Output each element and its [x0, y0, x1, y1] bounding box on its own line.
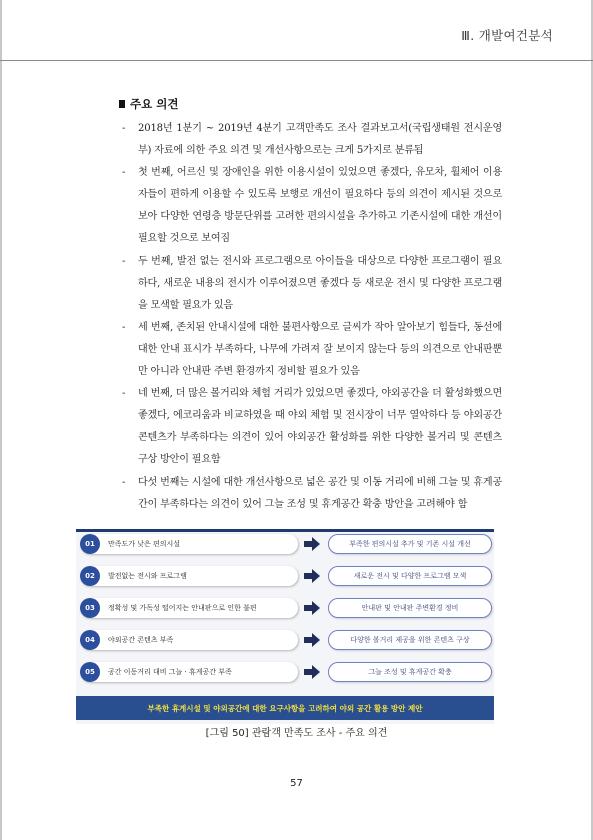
- right-arrow-icon: [304, 665, 320, 679]
- diagram-top-rule: [76, 529, 494, 532]
- number-badge: 02: [80, 566, 100, 586]
- diagram-row: [76, 630, 494, 652]
- solution-pill: 새로운 전시 및 다양한 프로그램 모색: [328, 566, 492, 586]
- issue-label: 야외공간 콘텐츠 부족: [108, 636, 174, 644]
- chapter-title: Ⅲ. 개발여건분석: [461, 28, 553, 43]
- issue-pill: [80, 534, 298, 554]
- issue-pill: [80, 662, 298, 682]
- paragraph: [122, 118, 502, 162]
- diagram-row: [76, 566, 494, 588]
- issue-pill: [80, 630, 298, 650]
- dash-bullet: -: [122, 321, 126, 333]
- solution-pill: 안내판 및 안내판 주변환경 정비: [328, 598, 492, 618]
- opinion-diagram: [76, 529, 494, 724]
- paragraph: [122, 383, 502, 471]
- page-header: [0, 0, 593, 61]
- body-text: [122, 118, 502, 516]
- issue-label: 공간 이동거리 대비 그늘 · 휴게공간 부족: [108, 668, 232, 676]
- paragraph-text: 세 번째, 존치된 안내시설에 대한 불편사항으로 글씨가 작아 알아보기 힘들다, 동선에 대한 안내 표시가 부족하다, 나무에 가려져 잘 보이지 않는다 등의 의견으로 안내판뿐만 아니라 안내판 주변 환경까지 정비할 필요가 있음: [138, 321, 502, 378]
- section-heading: [119, 96, 178, 112]
- issue-label: 발전없는 전시와 프로그램: [108, 572, 187, 580]
- issue-label: 정확성 및 가독성 떨어지는 안내판으로 인한 불편: [108, 604, 257, 612]
- paragraph-text: 네 번째, 더 많은 볼거리와 체험 거리가 있었으면 좋겠다, 야외공간을 더 활성화했으면 좋겠다, 에코리움과 비교하였을 때 야외 체험 및 전시장이 너무 열악하다 등 야외공간 콘텐츠가 부족하다는 의견이 있어 야외공간 활성화를 위한 다양한 볼거리 및 콘텐츠 구상 방안이 필요함: [138, 388, 502, 466]
- page-number: 57: [290, 778, 303, 789]
- page-frame-left: [0, 0, 2, 840]
- paragraph-text: 2018년 1분기 ~ 2019년 4분기 고객만족도 조사 결과보고서(국립생태원 전시운영부) 자료에 의한 주요 의견 및 개선사항으로는 크게 5가지로 분류됨: [138, 123, 502, 157]
- issue-pill: [80, 598, 298, 618]
- dash-bullet: -: [122, 388, 126, 400]
- number-badge: 05: [80, 662, 100, 682]
- paragraph-text: 두 번째, 발전 없는 전시와 프로그램으로 아이들을 대상으로 다양한 프로그램이 필요하다, 새로운 내용의 전시가 이루어졌으면 좋겠다 등 새로운 전시 및 다양한 프로그램을 모색할 필요가 있음: [138, 255, 502, 311]
- diagram-row: [76, 534, 494, 556]
- figure-caption: [그림 50] 관람객 만족도 조사 - 주요 의견: [205, 728, 388, 739]
- solution-pill: 그늘 조성 및 휴게공간 확충: [328, 662, 492, 682]
- right-arrow-icon: [304, 633, 320, 647]
- dash-bullet: -: [122, 123, 126, 134]
- right-arrow-icon: [304, 537, 320, 551]
- square-bullet-icon: [119, 100, 125, 108]
- dash-bullet: -: [122, 167, 126, 179]
- number-badge: 04: [80, 630, 100, 650]
- paragraph: [122, 251, 502, 317]
- paragraph: [122, 317, 502, 383]
- paragraph-text: 첫 번째, 어르신 및 장애인을 위한 이용시설이 있었으면 좋겠다, 유모차, 휠체어 이용자들이 편하게 이용할 수 있도록 보행로 개선이 필요하다 등의 의견이 제시된 것으로 보아 다양한 연령층 방문단위를 고려한 편의시설을 추가하고 기존시설에 대한 개선이 필요할 것으로 보여짐: [138, 167, 502, 245]
- dash-bullet: -: [122, 476, 126, 488]
- section-title-text: 주요 의견: [130, 97, 179, 111]
- number-badge: 01: [80, 534, 100, 554]
- issue-label: 만족도가 낮은 편의시설: [108, 540, 181, 548]
- dash-bullet: -: [122, 255, 126, 267]
- diagram-row: [76, 662, 494, 684]
- paragraph-text: 다섯 번째는 시설에 대한 개선사항으로 넓은 공간 및 이동 거리에 비해 그늘 및 휴게공간이 부족하다는 의견이 있어 그늘 조성 및 휴게공간 확충 방안을 고려해야 함: [138, 476, 502, 510]
- issue-pill: [80, 566, 298, 586]
- paragraph: [122, 162, 502, 250]
- solution-pill: 부족한 편의시설 추가 및 기존 시설 개선: [328, 534, 492, 554]
- right-arrow-icon: [304, 569, 320, 583]
- conclusion-banner: 부족한 휴게시설 및 야외공간에 대한 요구사항을 고려하여 야외 공간 활용 방안 제안: [76, 696, 494, 720]
- paragraph: [122, 472, 502, 516]
- right-arrow-icon: [304, 601, 320, 615]
- diagram-row: [76, 598, 494, 620]
- number-badge: 03: [80, 598, 100, 618]
- solution-pill: 다양한 볼거리 제공을 위한 콘텐츠 구상: [328, 630, 492, 650]
